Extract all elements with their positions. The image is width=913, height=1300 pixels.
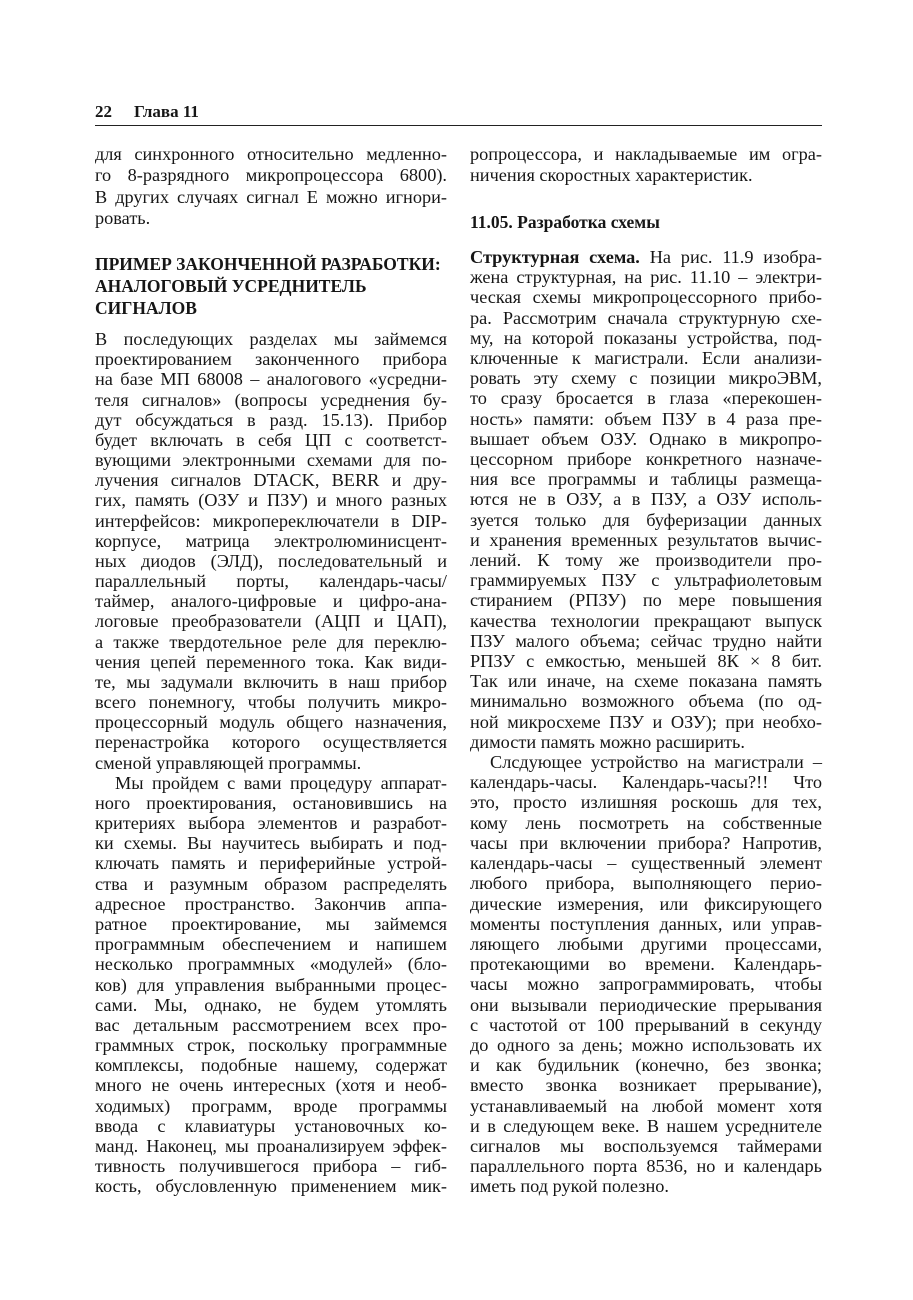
text-line: ПРИМЕР ЗАКОНЧЕННОЙ РАЗРАБОТКИ: [95, 254, 441, 274]
text-line: вас детальным рассмотрением всех про- [95, 1014, 447, 1035]
text-line: ходимых) программ, вроде программы [95, 1095, 447, 1116]
text-line: программным обеспечением и напишем [95, 934, 447, 955]
text-line: СИГНАЛОВ [95, 298, 197, 318]
chapter-title: Глава 11 [134, 102, 199, 121]
left-body [95, 329, 447, 1196]
left-intro [95, 144, 447, 229]
text-line: му, на которой показаны устройства, под- [470, 327, 822, 348]
text-line: ключенные к магистрали. Если анализи- [470, 348, 822, 369]
text-line: корпусе, матрица электролюминисцент- [95, 530, 447, 551]
text-line: ческая схемы микропроцессорного прибо- [470, 287, 822, 308]
text-line: комплексы, подобные нашему, содержат [95, 1055, 447, 1076]
text-line: устанавливаемый на любой момент хотя [470, 1095, 822, 1116]
paragraph [470, 247, 822, 752]
text-line: иметь под рукой полезно. [470, 1176, 669, 1197]
text-line: стиранием (РПЗУ) по мере повышения [470, 590, 822, 611]
text-line: В других случаях сигнал Е можно игнори- [95, 186, 447, 207]
text-line: сменой управляющей программы. [95, 752, 362, 773]
text-line: манд. Наконец, мы проанализируем эффек- [95, 1135, 447, 1156]
text-line: РПЗУ с емкостью, меньшей 8К × 8 бит. [470, 651, 822, 672]
running-header [95, 101, 221, 123]
text-line: критериях выбора элементов и разработ- [95, 813, 447, 834]
right-body [470, 247, 822, 1197]
text-line: кость, обусловленную применением мик- [95, 1176, 447, 1197]
text-line: вышает объем ОЗУ. Однако в микропро- [470, 428, 822, 449]
text-line: и как будильник (конечно, без звонка; [470, 1055, 822, 1076]
text-line: ключать память и периферийные устрой- [95, 853, 447, 874]
text-run: На рис. 11.9 изобра- [649, 247, 822, 267]
text-line: Слсдующее устройство на магистрали – [490, 752, 822, 773]
text-line: до одного за день; можно использовать их [470, 1034, 822, 1055]
text-line: цессорном приборе конкретного назначе- [470, 449, 822, 470]
text-line [470, 247, 822, 267]
paragraph [95, 329, 447, 773]
text-line: В последующих разделах мы займемся [95, 329, 447, 349]
text-line: на базе МП 68008 – аналогового «усредни- [95, 369, 447, 390]
text-line: гих, память (ОЗУ и ПЗУ) и много разных [95, 490, 447, 511]
text-line: процессорный модуль общего назначения, [95, 712, 447, 733]
text-line: адресное пространство. Закончив аппа- [95, 893, 447, 914]
paragraph [95, 773, 447, 1197]
text-line: вместо звонка возникает прерывание), [470, 1075, 822, 1096]
text-line: а также твердотельное реле для переклю- [95, 631, 447, 652]
text-line: зуется только для буферизации данных [470, 509, 822, 530]
text-line: ляющего любыми другими процессами, [470, 933, 822, 954]
text-line: то сразу бросается в глаза «перекошен- [470, 388, 822, 409]
text-line: ничения скоростных характеристик. [470, 165, 753, 186]
text-line: перенастройка которого осуществляется [95, 732, 447, 753]
page-number: 22 [95, 102, 112, 121]
text-line: любого прибора, выполняющего перио- [470, 873, 822, 894]
text-line: ного проектирования, остановившись на [95, 792, 447, 813]
text-line: лучения сигналов DTACK, BERR и дру- [95, 470, 447, 491]
text-line: те, мы задумали включить в наш прибор [95, 671, 447, 692]
text-line: ки схемы. Вы научитесь выбирать и под- [95, 833, 447, 854]
text-line: интерфейсов: микропереключатели в DIP- [95, 510, 447, 531]
header-rule [95, 125, 822, 126]
text-line: ность» памяти: объем ПЗУ в 4 раза пре- [470, 408, 822, 429]
text-line: это, просто излишняя роскошь для тех, [470, 792, 822, 813]
text-line: несколько программных «модулей» (бло- [95, 954, 447, 975]
run-in-heading: Структурная схема. [470, 247, 640, 267]
text-line: ния все программы и таблицы размеща- [470, 469, 822, 490]
text-line: моменты поступления данных, или управ- [470, 913, 822, 934]
text-line: протекающими во времени. Календарь- [470, 954, 822, 975]
text-line: параллельного порта 8536, но и календарь [470, 1156, 822, 1177]
text-line: минимально возможного объема (по од- [470, 691, 822, 712]
text-line: много не очень интересных (хотя и необ- [95, 1075, 447, 1096]
text-line: граммируемых ПЗУ с ультрафиолетовым [470, 570, 822, 591]
text-line: сигналов мы воспользуемся таймерами [470, 1135, 822, 1156]
text-line: проектированием законченного прибора [95, 349, 447, 370]
text-line: димости память можно расширить. [470, 731, 745, 752]
text-line: сами. Мы, однако, не будем утомлять [95, 994, 447, 1015]
text-line: часы при включении прибора? Напротив, [470, 832, 822, 853]
text-line: с частотой от 100 прерываний в секунду [470, 1014, 822, 1035]
subsection-heading: 11.05. Разработка схемы [470, 212, 660, 232]
text-line: будет включать в себя ЦП с соответст- [95, 429, 447, 450]
text-line: логовые преобразователи (АЦП и ЦАП), [95, 611, 447, 632]
right-intro [470, 144, 822, 187]
section-heading [95, 253, 447, 319]
text-line: ных диодов (ЭЛД), последовательный и [95, 550, 447, 571]
text-line: ра. Рассмотрим сначала структурную схе- [470, 307, 822, 328]
text-line: и в следующем веке. В нашем усреднителе [470, 1115, 822, 1136]
text-line: ввода с клавиатуры установочных ко- [95, 1115, 447, 1136]
text-line: и хранения временных результатов вычис- [470, 529, 822, 550]
text-line: Мы пройдем с вами процедуру аппарат- [115, 772, 447, 793]
text-line: часы можно запрограммировать, чтобы [470, 974, 822, 995]
paragraph [470, 752, 822, 1196]
text-line: жена структурная, на рис. 11.10 – электри- [470, 267, 822, 288]
text-line: АНАЛОГОВЫЙ УСРЕДНИТЕЛЬ [95, 276, 367, 296]
text-line: всего понемногу, чтобы получить микро- [95, 692, 447, 713]
text-line: Так или иначе, на схеме показана память [470, 671, 822, 692]
text-line: ются не в ОЗУ, а в ПЗУ, а ОЗУ исполь- [470, 489, 822, 510]
text-line: го 8-разрядного микропроцессора 6800). [95, 165, 447, 186]
text-line: таймер, аналого-цифровые и цифро-ана- [95, 591, 447, 612]
text-line: чения цепей переменного тока. Как види- [95, 651, 447, 672]
text-line: ратное проектирование, мы займемся [95, 913, 447, 934]
text-line: ровать эту схему с позиции микроЭВМ, [470, 368, 822, 389]
text-line: они вызывали периодические прерывания [470, 994, 822, 1015]
text-line: кому лень посмотреть на собственные [470, 812, 822, 833]
text-line: для синхронного относительно медленно- [95, 144, 447, 164]
paragraph-lines [470, 267, 822, 752]
text-line: ства и разумным образом распределять [95, 873, 447, 894]
text-line: ной микросхеме ПЗУ и ОЗУ); при необхо- [470, 711, 822, 732]
text-line: граммных строк, поскольку программные [95, 1035, 447, 1056]
text-line: качества технологии прекращают выпуск [470, 610, 822, 631]
text-line: дут обсуждаться в разд. 15.13). Прибор [95, 409, 447, 430]
text-line: тивность получившегося прибора – гиб- [95, 1156, 447, 1177]
text-line: ков) для управления выбранными процес- [95, 974, 447, 995]
text-line: вующими электронными схемами для по- [95, 450, 447, 471]
text-line: теля сигналов» (вопросы усреднения бу- [95, 389, 447, 410]
text-line: календарь-часы. Календарь-часы?!! Что [470, 772, 822, 793]
text-line: ПЗУ малого объема; сейчас трудно найти [470, 630, 822, 651]
text-line: параллельный порты, календарь-часы/ [95, 571, 447, 592]
text-line: ровать. [95, 207, 151, 228]
text-line: календарь-часы – существенный элемент [470, 853, 822, 874]
text-line: дические измерения, или фиксирующего [470, 893, 822, 914]
text-line: лений. К тому же производители про- [470, 550, 822, 571]
text-line: ропроцессора, и накладываемые им огра- [470, 144, 822, 164]
